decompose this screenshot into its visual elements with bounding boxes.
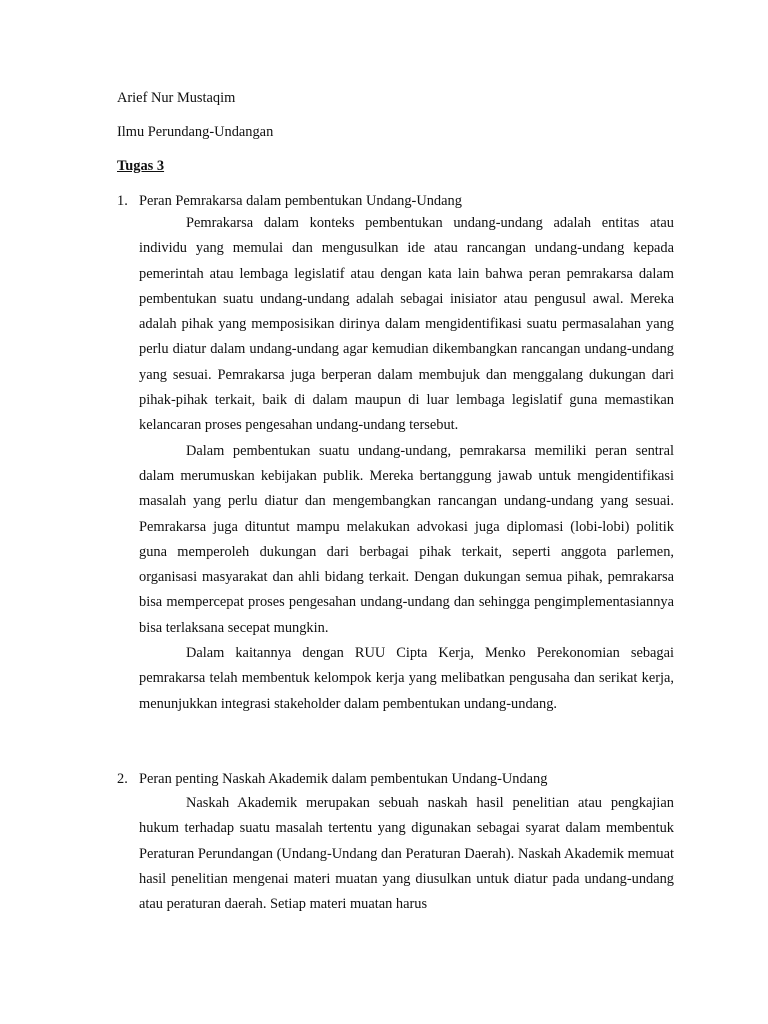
section-2-body: [139, 791, 674, 917]
section-1-paragraph-1: Pemrakarsa dalam konteks pembentukan undang-undang adalah entitas atau individu yang memulai dan mengusulkan ide atau rancangan undang-undang kepada pemerintah atau lembaga legislatif atau dengan kata lain bahwa peran pemrakarsa dalam pembentukan suatu undang-undang adalah sebagai inisiator atau pengusul awal. Mereka adalah pihak yang memposisikan dirinya dalam mengidentifikasi suatu permasalahan yang perlu diatur dalam undang-undang agar kemudian dikembangkan rancangan undang-undang yang sesuai. Pemrakarsa juga berperan dalam membujuk dan menggalang dukungan dari pihak-pihak terkait, baik di dalam maupun di luar lembaga legislatif guna memastikan kelancaran proses pengesahan undang-undang tersebut.: [139, 215, 674, 434]
assignment-title: Tugas 3: [117, 158, 165, 174]
section-2-number: 2.: [117, 771, 128, 787]
section-1-title: Peran Pemrakarsa dalam pembentukan Undang-Undang: [139, 193, 462, 209]
author-name: Arief Nur Mustaqim: [117, 90, 236, 106]
section-1-heading: [117, 192, 462, 210]
section-1-number: 1.: [117, 193, 128, 209]
section-2-title: Peran penting Naskah Akademik dalam pembentukan Undang-Undang: [139, 771, 548, 787]
section-2-paragraph-1: Naskah Akademik merupakan sebuah naskah hasil penelitian atau pengkajian hukum terhadap suatu masalah tertentu yang digunakan sebagai syarat dalam membentuk Peraturan Perundangan (Undang-Undang dan Peraturan Daerah). Naskah Akademik memuat hasil penelitian mengenai materi muatan yang diusulkan untuk diatur pada undang-undang atau peraturan daerah. Setiap materi muatan harus: [139, 795, 674, 913]
section-1-body: [139, 211, 674, 717]
course-name: Ilmu Perundang-Undangan: [117, 124, 274, 140]
section-2-heading: [117, 770, 547, 788]
section-1-paragraph-3: Dalam kaitannya dengan RUU Cipta Kerja, Menko Perekonomian sebagai pemrakarsa telah membentuk kelompok kerja yang melibatkan pengusaha dan serikat kerja, menunjukkan integrasi stakeholder dalam pembentukan undang-undang.: [139, 645, 674, 712]
section-1-paragraph-2: Dalam pembentukan suatu undang-undang, pemrakarsa memiliki peran sentral dalam merumuskan kebijakan publik. Mereka bertanggung jawab untuk mengidentifikasi masalah yang perlu diatur dan mengembangkan rancangan undang-undang yang sesuai. Pemrakarsa juga dituntut mampu melakukan advokasi juga diplomasi (lobi-lobi) politik guna memperoleh dukungan dari berbagai pihak terkait, seperti anggota parlemen, organisasi masyarakat dan ahli bidang terkait. Dengan dukungan semua pihak, pemrakarsa bisa mempercepat proses pengesahan undang-undang dan sehingga pengimplementasiannya bisa terlaksana secepat mungkin.: [139, 442, 674, 636]
